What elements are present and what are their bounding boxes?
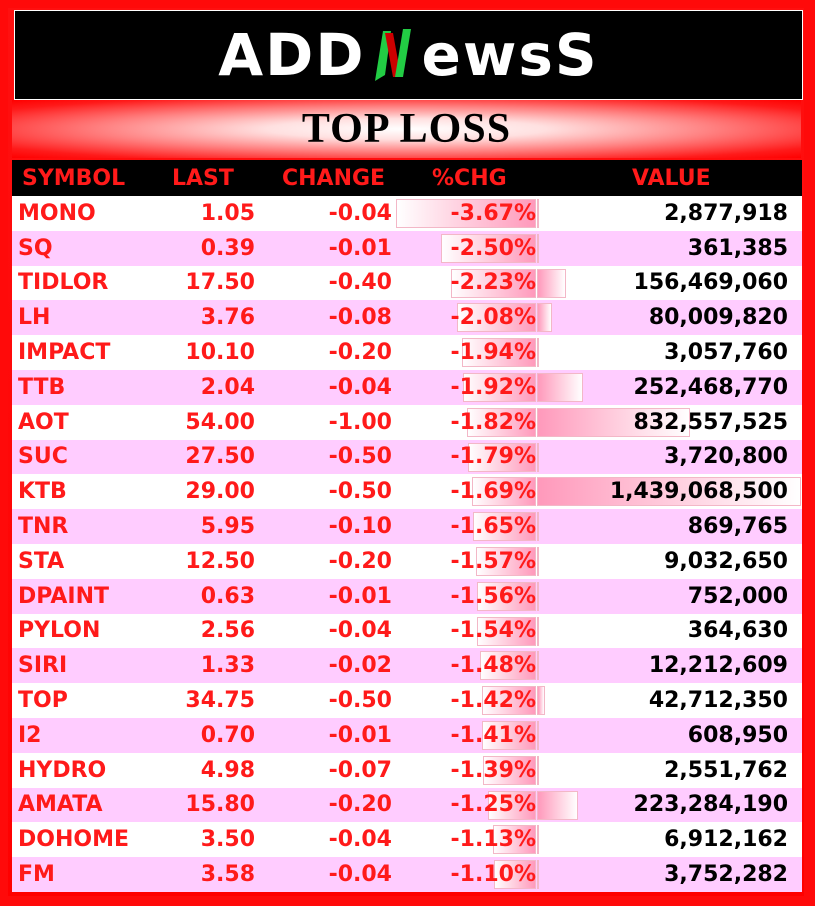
cell-symbol: FM bbox=[18, 862, 55, 888]
table-row bbox=[12, 544, 802, 579]
cell-last: 54.00 bbox=[185, 409, 255, 435]
cell-symbol: IMPACT bbox=[18, 340, 111, 366]
table-row bbox=[12, 231, 802, 266]
cell-pct-change: -3.67% bbox=[450, 200, 536, 226]
cell-change: -0.04 bbox=[328, 827, 392, 853]
header-symbol: SYMBOL bbox=[22, 165, 126, 191]
cell-change: -0.04 bbox=[328, 618, 392, 644]
page-title: TOP LOSS bbox=[301, 106, 512, 152]
table-header bbox=[12, 160, 802, 196]
header-value: VALUE bbox=[632, 165, 711, 191]
cell-change: -0.04 bbox=[328, 200, 392, 226]
table-row bbox=[12, 266, 802, 301]
cell-pct-change: -1.82% bbox=[450, 409, 536, 435]
cell-pct-change: -1.79% bbox=[450, 444, 536, 470]
cell-last: 10.10 bbox=[185, 340, 255, 366]
cell-symbol: SIRI bbox=[18, 653, 68, 679]
value-databar bbox=[537, 686, 545, 715]
cell-change: -0.04 bbox=[328, 862, 392, 888]
cell-symbol: PYLON bbox=[18, 618, 101, 644]
cell-pct-change: -2.23% bbox=[450, 270, 536, 296]
cell-value: 361,385 bbox=[687, 235, 788, 261]
cell-last: 0.63 bbox=[200, 583, 255, 609]
cell-change: -0.01 bbox=[328, 583, 392, 609]
cell-last: 29.00 bbox=[185, 479, 255, 505]
value-databar bbox=[537, 373, 583, 402]
cell-pct-change: -1.13% bbox=[450, 827, 536, 853]
cell-pct-change: -1.41% bbox=[450, 722, 536, 748]
table-row bbox=[12, 370, 802, 405]
value-databar bbox=[537, 617, 539, 646]
cell-pct-change: -1.56% bbox=[450, 583, 536, 609]
cell-change: -0.04 bbox=[328, 374, 392, 400]
cell-symbol: SQ bbox=[18, 235, 53, 261]
table-row bbox=[12, 579, 802, 614]
cell-value: 2,551,762 bbox=[664, 757, 788, 783]
brand-n-icon bbox=[371, 25, 415, 85]
value-databar bbox=[537, 756, 539, 785]
cell-value: 752,000 bbox=[687, 583, 788, 609]
cell-change: -1.00 bbox=[328, 409, 392, 435]
cell-symbol: HYDRO bbox=[18, 757, 107, 783]
cell-change: -0.50 bbox=[328, 444, 392, 470]
cell-last: 17.50 bbox=[185, 270, 255, 296]
table-body bbox=[12, 196, 802, 892]
cell-symbol: TTB bbox=[18, 374, 66, 400]
header-pct: %CHG bbox=[432, 165, 507, 191]
cell-value: 608,950 bbox=[687, 722, 788, 748]
value-databar bbox=[537, 199, 539, 228]
cell-value: 9,032,650 bbox=[664, 548, 788, 574]
value-databar bbox=[537, 303, 552, 332]
value-databar bbox=[537, 234, 539, 263]
cell-value: 252,468,770 bbox=[633, 374, 788, 400]
loss-table bbox=[12, 160, 802, 892]
cell-value: 3,057,760 bbox=[664, 340, 788, 366]
cell-value: 156,469,060 bbox=[633, 270, 788, 296]
cell-value: 3,752,282 bbox=[664, 862, 788, 888]
table-row bbox=[12, 718, 802, 753]
cell-last: 4.98 bbox=[200, 757, 255, 783]
value-databar bbox=[537, 443, 539, 472]
cell-change: -0.20 bbox=[328, 792, 392, 818]
cell-pct-change: -1.57% bbox=[450, 548, 536, 574]
value-databar bbox=[537, 547, 539, 576]
cell-change: -0.50 bbox=[328, 688, 392, 714]
cell-pct-change: -1.25% bbox=[450, 792, 536, 818]
cell-last: 1.05 bbox=[200, 200, 255, 226]
cell-symbol: I2 bbox=[18, 722, 42, 748]
value-databar bbox=[537, 512, 539, 541]
cell-value: 42,712,350 bbox=[648, 688, 788, 714]
value-databar bbox=[537, 791, 578, 820]
table-row bbox=[12, 648, 802, 683]
cell-last: 5.95 bbox=[200, 514, 255, 540]
cell-last: 3.50 bbox=[200, 827, 255, 853]
cell-pct-change: -1.42% bbox=[450, 688, 536, 714]
table-row bbox=[12, 857, 802, 892]
cell-last: 2.04 bbox=[200, 374, 255, 400]
cell-change: -0.20 bbox=[328, 340, 392, 366]
value-databar bbox=[537, 721, 539, 750]
table-row bbox=[12, 788, 802, 823]
cell-symbol: LH bbox=[18, 305, 51, 331]
table-row bbox=[12, 683, 802, 718]
header-last: LAST bbox=[172, 165, 234, 191]
cell-change: -0.50 bbox=[328, 479, 392, 505]
cell-last: 12.50 bbox=[185, 548, 255, 574]
value-databar bbox=[537, 582, 539, 611]
table-row bbox=[12, 300, 802, 335]
value-databar bbox=[537, 860, 539, 889]
cell-last: 34.75 bbox=[185, 688, 255, 714]
brand-text-left: ADD bbox=[218, 21, 366, 89]
brand-text-right: ewsS bbox=[421, 21, 599, 89]
table-row bbox=[12, 753, 802, 788]
cell-symbol: KTB bbox=[18, 479, 67, 505]
cell-pct-change: -2.08% bbox=[450, 305, 536, 331]
table-row bbox=[12, 474, 802, 509]
cell-value: 2,877,918 bbox=[664, 200, 788, 226]
cell-last: 0.39 bbox=[200, 235, 255, 261]
table-row bbox=[12, 335, 802, 370]
cell-symbol: AMATA bbox=[18, 792, 103, 818]
table-row bbox=[12, 405, 802, 440]
header-change: CHANGE bbox=[282, 165, 386, 191]
cell-symbol: SUC bbox=[18, 444, 68, 470]
cell-symbol: DOHOME bbox=[18, 827, 129, 853]
cell-change: -0.08 bbox=[328, 305, 392, 331]
cell-symbol: AOT bbox=[18, 409, 69, 435]
cell-symbol: DPAINT bbox=[18, 583, 109, 609]
cell-symbol: TOP bbox=[18, 688, 68, 714]
cell-pct-change: -1.54% bbox=[450, 618, 536, 644]
table-row bbox=[12, 822, 802, 857]
cell-pct-change: -1.39% bbox=[450, 757, 536, 783]
brand-logo bbox=[218, 21, 598, 89]
cell-change: -0.01 bbox=[328, 722, 392, 748]
cell-last: 1.33 bbox=[200, 653, 255, 679]
cell-pct-change: -1.65% bbox=[450, 514, 536, 540]
cell-last: 27.50 bbox=[185, 444, 255, 470]
cell-symbol: MONO bbox=[18, 200, 96, 226]
cell-pct-change: -1.94% bbox=[450, 340, 536, 366]
cell-value: 3,720,800 bbox=[664, 444, 788, 470]
cell-change: -0.07 bbox=[328, 757, 392, 783]
cell-value: 6,912,162 bbox=[664, 827, 788, 853]
cell-change: -0.01 bbox=[328, 235, 392, 261]
cell-last: 0.70 bbox=[200, 722, 255, 748]
logo-bar bbox=[14, 10, 803, 100]
value-databar bbox=[537, 825, 539, 854]
cell-symbol: TIDLOR bbox=[18, 270, 109, 296]
cell-last: 15.80 bbox=[185, 792, 255, 818]
cell-last: 3.76 bbox=[200, 305, 255, 331]
table-row bbox=[12, 614, 802, 649]
cell-value: 869,765 bbox=[687, 514, 788, 540]
cell-pct-change: -2.50% bbox=[450, 235, 536, 261]
cell-value: 1,439,068,500 bbox=[609, 479, 788, 505]
cell-change: -0.10 bbox=[328, 514, 392, 540]
table-row bbox=[12, 509, 802, 544]
value-databar bbox=[537, 269, 566, 298]
cell-symbol: TNR bbox=[18, 514, 69, 540]
table-row bbox=[12, 196, 802, 231]
cell-value: 364,630 bbox=[687, 618, 788, 644]
cell-pct-change: -1.69% bbox=[450, 479, 536, 505]
cell-symbol: STA bbox=[18, 548, 65, 574]
value-databar bbox=[537, 651, 539, 680]
cell-value: 12,212,609 bbox=[648, 653, 788, 679]
cell-pct-change: -1.92% bbox=[450, 374, 536, 400]
cell-last: 3.58 bbox=[200, 862, 255, 888]
cell-value: 223,284,190 bbox=[633, 792, 788, 818]
cell-change: -0.20 bbox=[328, 548, 392, 574]
cell-value: 832,557,525 bbox=[633, 409, 788, 435]
cell-last: 2.56 bbox=[200, 618, 255, 644]
title-band bbox=[12, 100, 801, 158]
value-databar bbox=[537, 338, 539, 367]
cell-value: 80,009,820 bbox=[648, 305, 788, 331]
cell-pct-change: -1.48% bbox=[450, 653, 536, 679]
cell-change: -0.02 bbox=[328, 653, 392, 679]
table-row bbox=[12, 440, 802, 475]
cell-change: -0.40 bbox=[328, 270, 392, 296]
cell-pct-change: -1.10% bbox=[450, 862, 536, 888]
